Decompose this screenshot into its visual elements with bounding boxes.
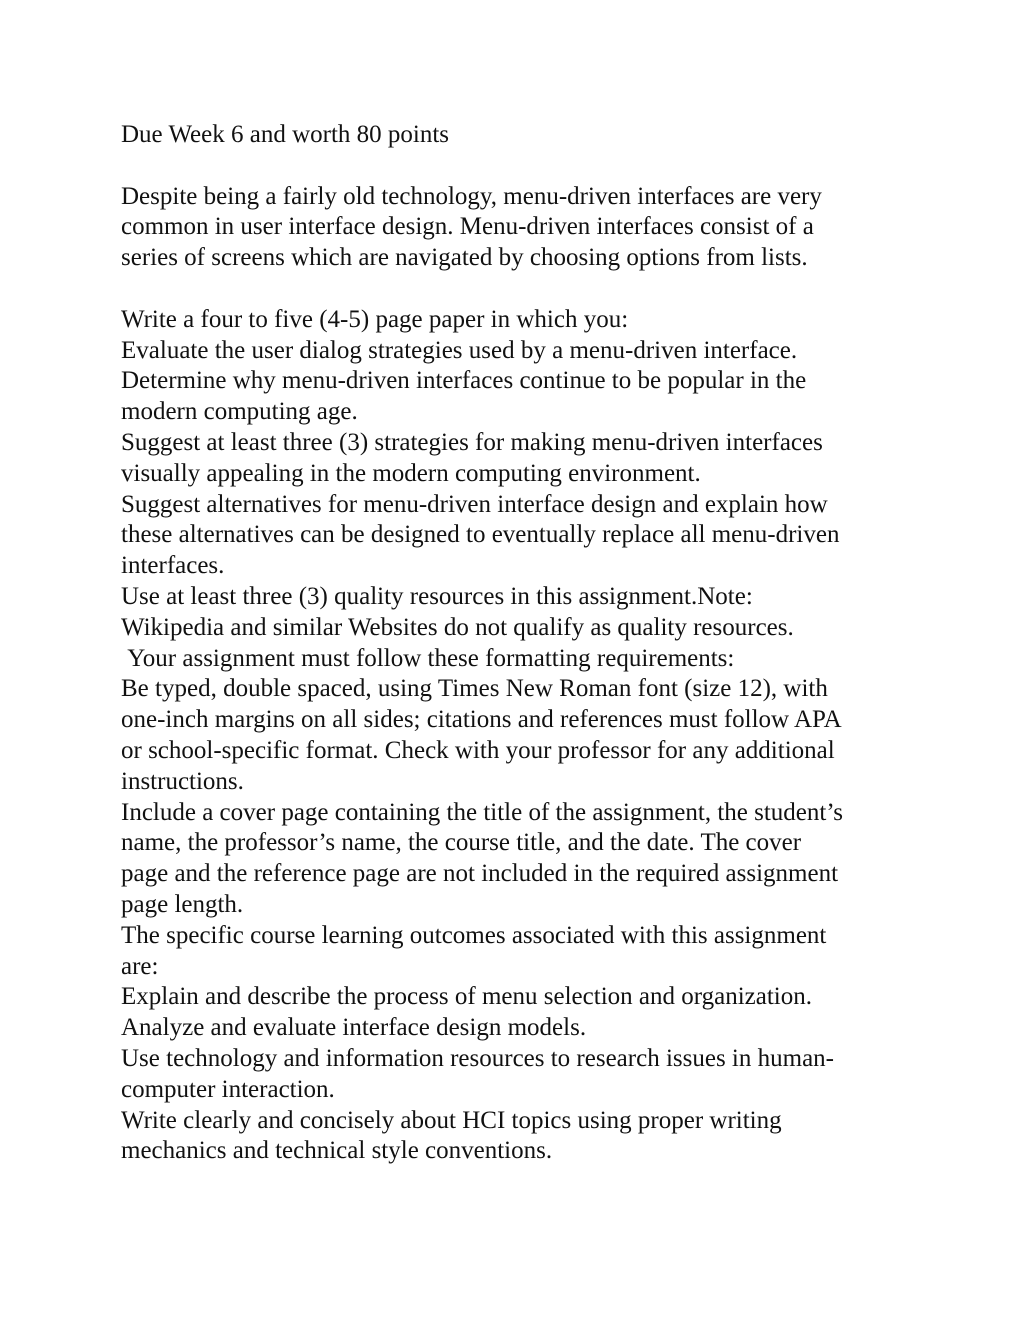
body-line: Use technology and information resources to research issues in human- <box>121 1044 834 1072</box>
body-line: modern computing age. <box>121 398 358 426</box>
body-line: computer interaction. <box>121 1075 335 1103</box>
intro-line: Despite being a fairly old technology, menu-driven interfaces are very <box>121 182 822 210</box>
body-line: one-inch margins on all sides; citations and references must follow APA <box>121 706 842 734</box>
body-line: Suggest at least three (3) strategies for making menu-driven interfaces <box>121 428 823 456</box>
body-line: mechanics and technical style conventions. <box>121 1137 553 1165</box>
body-line: Determine why menu-driven interfaces continue to be popular in the <box>121 367 807 395</box>
body-line: instructions. <box>121 767 244 795</box>
body-line: or school-specific format. Check with your professor for any additional <box>121 736 835 764</box>
body-line: interfaces. <box>121 552 225 580</box>
intro-line: series of screens which are navigated by choosing options from lists. <box>121 244 808 272</box>
body-line: Include a cover page containing the title of the assignment, the student’s <box>121 798 844 826</box>
body-line: page length. <box>121 890 244 918</box>
intro-line: common in user interface design. Menu-driven interfaces consist of a <box>121 213 814 241</box>
body-line: name, the professor’s name, the course title, and the date. The cover <box>121 829 802 857</box>
body-line: Suggest alternatives for menu-driven interface design and explain how <box>121 490 828 518</box>
body-line: Use at least three (3) quality resources in this assignment.Note: <box>121 582 753 610</box>
body-line: Write clearly and concisely about HCI topics using proper writing <box>121 1106 782 1134</box>
body-line: Your assignment must follow these formatting requirements: <box>121 644 735 672</box>
paragraph-gap <box>121 274 921 305</box>
body-line: these alternatives can be designed to eventually replace all menu-driven <box>121 521 840 549</box>
body-line: Be typed, double spaced, using Times New Roman font (size 12), with <box>121 675 828 703</box>
body-line: are: <box>121 952 159 980</box>
body-line: Wikipedia and similar Websites do not qualify as quality resources. <box>121 613 794 641</box>
document-page <box>121 120 921 1167</box>
paragraph-gap <box>121 151 921 182</box>
body-line: The specific course learning outcomes associated with this assignment <box>121 921 827 949</box>
body-line: Write a four to five (4-5) page paper in which you: <box>121 305 629 333</box>
body-line: Evaluate the user dialog strategies used by a menu-driven interface. <box>121 336 798 364</box>
document-heading: Due Week 6 and worth 80 points <box>121 121 450 148</box>
body-line: visually appealing in the modern computing environment. <box>121 459 701 487</box>
body-line: Explain and describe the process of menu selection and organization. <box>121 983 812 1011</box>
body-line: page and the reference page are not included in the required assignment <box>121 860 839 888</box>
body-line: Analyze and evaluate interface design models. <box>121 1014 587 1042</box>
